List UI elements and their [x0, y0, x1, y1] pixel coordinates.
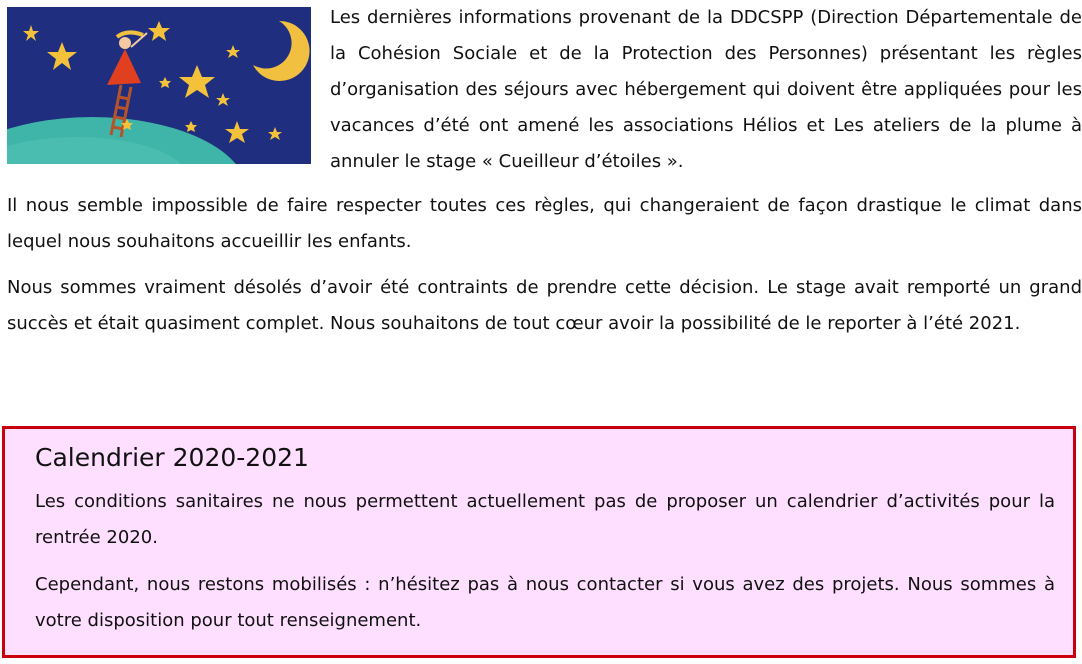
intro-paragraph: Les dernières informations provenant de la DDCSPP (Direction Départementale de la Cohésion Sociale et de la Protection des Personnes) présentant les règles d’organisation des séjours avec hébergement qui doivent être appliquées pour les vacances d’été ont amené les associations Hélios et Les ateliers de la plume à annuler le stage « Cueilleur d’étoiles ».	[330, 7, 1082, 172]
body-paragraph-apology: Nous sommes vraiment désolés d’avoir été contraints de prendre cette décision. Le stage avait remporté un grand succès et était quasiment complet. Nous souhaitons de tout cœur avoir la possibilité de le reporter à l’été 2021.	[7, 277, 1082, 334]
calendar-notice-box	[2, 426, 1076, 658]
body-paragraph-rules: Il nous semble impossible de faire respecter toutes ces règles, qui changeraient de façon drastique le climat dans lequel nous souhaitons accueillir les enfants.	[7, 195, 1082, 252]
calendar-paragraph-contact: Cependant, nous restons mobilisés : n’hésitez pas à nous contacter si vous avez des projets. Nous sommes à votre disposition pour tout renseignement.	[35, 574, 1055, 631]
cueilleur-etoiles-illustration	[7, 7, 311, 164]
calendar-paragraph-conditions: Les conditions sanitaires ne nous permettent actuellement pas de proposer un calendrier d’activités pour la rentrée 2020.	[35, 491, 1055, 548]
moon-and-stars-icon	[7, 7, 311, 164]
calendar-title: Calendrier 2020-2021	[35, 443, 309, 472]
